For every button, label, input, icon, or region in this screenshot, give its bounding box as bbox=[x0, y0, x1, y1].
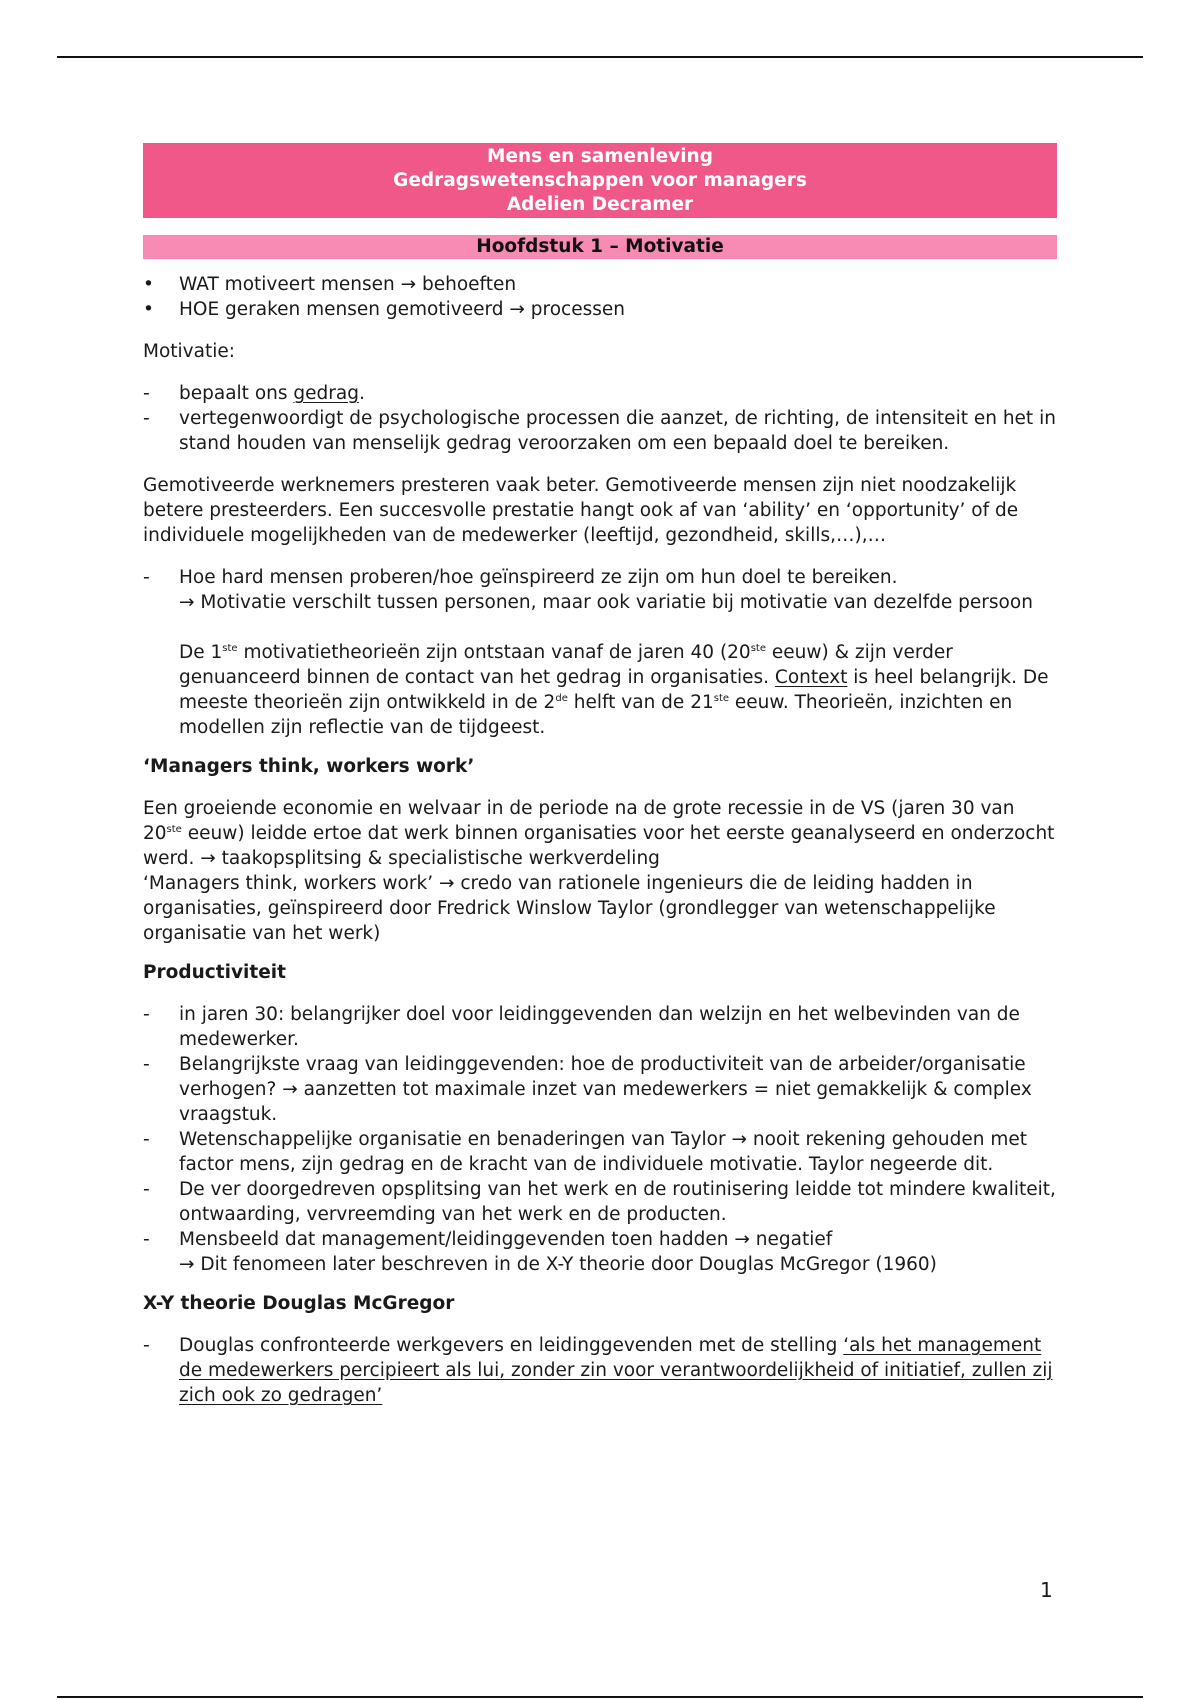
document-body bbox=[143, 143, 1057, 1408]
section-heading: ‘Managers think, workers work’ bbox=[143, 756, 475, 777]
chapter-heading: Hoofdstuk 1 – Motivatie bbox=[143, 235, 1057, 259]
title-box bbox=[143, 143, 1057, 218]
page-number: 1 bbox=[1040, 1578, 1053, 1602]
bottom-rule bbox=[57, 1696, 1143, 1698]
intro-bullet-list bbox=[143, 272, 1057, 322]
list-item: - vertegenwoordigt de psychologische processen die aanzet, de richting, de intensiteit en het in stand houden van menselijk gedrag veroorzaken om een bepaald doel te bereiken. bbox=[143, 406, 1057, 456]
underlined-term: gedrag bbox=[293, 383, 359, 404]
top-rule bbox=[57, 56, 1143, 58]
underlined-quote: ‘als het management de medewerkers percipieert als lui, zonder zin voor verantwoordelijkheid of initiatief, zullen zij zich ook zo gedragen’ bbox=[179, 1335, 1053, 1406]
list-item: - De ver doorgedreven opsplitsing van het werk en de routinisering leidde tot mindere kwaliteit, ontwaarding, vervreemding van het werk en de producten. bbox=[143, 1177, 1057, 1227]
course-title: Mens en samenleving bbox=[487, 145, 713, 167]
section-heading: Productiviteit bbox=[143, 962, 286, 983]
paragraph: ‘Managers think, workers work’ → credo van rationele ingenieurs die de leiding hadden in organisaties, geïnspireerd door Fredrick Winslow Taylor (grondlegger van wetenschappelijke organisatie van het werk) bbox=[143, 873, 996, 944]
productiviteit-list bbox=[143, 1002, 1057, 1277]
list-item: - Douglas confronteerde werkgevers en leidinggevenden met de stelling ‘als het management de medewerkers percipieert als lui, zonder zin voor verantwoordelijkheid of initiatief, zullen zij zich ook zo gedragen’ bbox=[143, 1333, 1057, 1408]
author-name: Adelien Decramer bbox=[506, 193, 694, 215]
list-item: • WAT motiveert mensen → behoeften bbox=[143, 272, 1057, 297]
motivatie-label: Motivatie: bbox=[143, 341, 235, 362]
motivatie-list bbox=[143, 381, 1057, 456]
paragraph: Een groeiende economie en welvaar in de periode na de grote recessie in de VS (jaren 30 van 20ste eeuw) leidde ertoe dat werk binnen organisaties voor het eerste geanalyseerd en onderzocht werd. → taakopsplitsing & specialistische werkverdeling bbox=[143, 798, 1055, 869]
nested-list bbox=[143, 565, 1057, 740]
course-subtitle: Gedragswetenschappen voor managers bbox=[393, 169, 807, 191]
list-item: - bepaalt ons gedrag. bbox=[143, 381, 1057, 406]
history-paragraph: De 1ste motivatietheorieën zijn ontstaan vanaf de jaren 40 (20ste eeuw) & zijn verder genuanceerd binnen de contact van het gedrag in organisaties. Context is heel belangrijk. De meeste theorieën zijn ontwikkeld in de 2de helft van de 21ste eeuw. Theorieën, inzichten en modellen zijn reflectie van de tijdgeest. bbox=[179, 642, 1049, 738]
list-item: - Hoe hard mensen proberen/hoe geïnspireerd ze zijn om hun doel te bereiken. → Motivatie verschilt tussen personen, maar ook variatie bij motivatie van dezelfde persoon De 1ste motivatietheorieën zijn ontstaan vanaf de jaren 40 (20ste eeuw) & zijn verder genuanceerd binnen de contact van het gedrag in organisaties. Context is heel belangrijk. De meeste theorieën zijn ontwikkeld in de 2de helft van de 21ste eeuw. Theorieën, inzichten en modellen zijn reflectie van de tijdgeest. bbox=[143, 565, 1057, 740]
paragraph: Gemotiveerde werknemers presteren vaak beter. Gemotiveerde mensen zijn niet noodzakelijk betere presteerders. Een succesvolle prestatie hangt ook af van ‘ability’ en ‘opportunity’ of de individuele mogelijkheden van de medewerker (leeftijd, gezondheid, skills,…),… bbox=[143, 475, 1019, 546]
list-item: - Wetenschappelijke organisatie en benaderingen van Taylor → nooit rekening gehouden met factor mens, zijn gedrag en de kracht van de individuele motivatie. Taylor negeerde dit. bbox=[143, 1127, 1057, 1177]
list-item: - in jaren 30: belangrijker doel voor leidinggevenden dan welzijn en het welbevinden van de medewerker. bbox=[143, 1002, 1057, 1052]
underlined-term: Context bbox=[774, 667, 848, 688]
list-item: - Mensbeeld dat management/leidinggevenden toen hadden → negatief → Dit fenomeen later beschreven in de X-Y theorie door Douglas McGregor (1960) bbox=[143, 1227, 1057, 1277]
list-item: - Belangrijkste vraag van leidinggevenden: hoe de productiviteit van de arbeider/organisatie verhogen? → aanzetten tot maximale inzet van medewerkers = niet gemakkelijk & complex vraagstuk. bbox=[143, 1052, 1057, 1127]
list-item: • HOE geraken mensen gemotiveerd → processen bbox=[143, 297, 1057, 322]
section-heading: X-Y theorie Douglas McGregor bbox=[143, 1293, 455, 1314]
xy-theory-list bbox=[143, 1333, 1057, 1408]
